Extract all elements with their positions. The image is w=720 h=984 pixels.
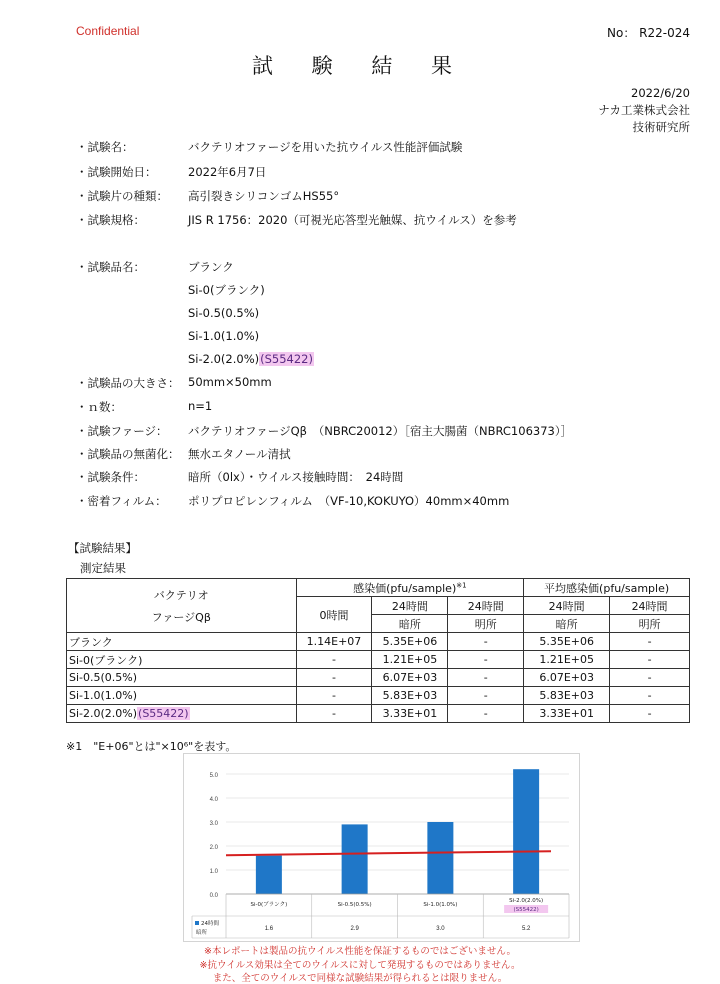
info-label: ・試験ファージ： [76,424,168,438]
table-footnote: ※1 "E+06"とは"×10⁶"を表す。 [66,740,237,753]
info-value: バクテリオファージQβ （NBRC20012）［宿主大腸菌（NBRC106373）］ [188,424,573,438]
info-value: ポリプロピレンフィルム （VF-10,KOKUYO）40mm×40mm [188,494,510,508]
cell-avg-light: - [610,633,690,651]
cell-dark: 5.35E+06 [372,633,448,651]
cell-dark: 6.07E+03 [372,669,448,687]
cell-0h: - [296,687,372,705]
info-label: ・試験名： [76,140,134,154]
header-light: 明所 [610,615,690,633]
y-tick-label: 3.0 [209,821,218,827]
sample-item-highlighted [188,352,314,366]
disclaimer-line-2: ※抗ウイルス効果は全てのウイルスに対して発現するものではありません。 [199,960,521,971]
sample-item: ブランク [188,260,234,274]
sample-item: Si-0(ブランク) [188,283,265,297]
info-value: 暗所（0lx）・ウイルス接触時間： 24時間 [188,470,404,484]
row-name: Si-0.5(0.5%) [67,669,297,687]
header-24h: 24時間 [524,597,610,615]
chart-container [183,753,580,942]
row-name [67,705,297,723]
disclaimer-line-1: ※本レポートは製品の抗ウイルス性能を保証するものではございません。 [204,946,516,957]
cell-avg-dark: 5.35E+06 [524,633,610,651]
data-label: 3.0 [436,926,445,932]
results-subtitle: 測定結果 [80,561,126,575]
bar [427,822,453,894]
header-infect-note: ※1 [456,580,467,589]
info-start-date [76,164,267,180]
reference-line [226,851,551,855]
row-name: ブランク [67,633,297,651]
x-category-label: Si-1.0(1.0%) [423,902,458,908]
y-tick-label: 4.0 [209,797,218,803]
bar [342,824,368,894]
header-phage-line1: バクテリオ [153,588,209,602]
info-label: ・試験開始日： [76,165,157,179]
data-label: 2.9 [350,926,359,932]
x-category-label: Si-2.0(2.0%) [509,898,544,904]
info-label: ・ｎ数： [76,400,122,414]
legend-label: 暗所 [196,930,208,936]
data-label: 1.6 [264,926,274,932]
info-label: ・試験条件： [76,470,145,484]
cell-0h: - [296,651,372,669]
info-label: ・試験片の種類： [76,189,168,203]
cell-light: - [448,669,524,687]
info-value: n=1 [188,399,213,413]
info-value: 2022年6月7日 [188,165,267,179]
y-tick-label: 0.0 [209,893,218,899]
y-tick-label: 2.0 [209,845,218,851]
header-light: 明所 [448,615,524,633]
cell-avg-dark: 3.33E+01 [524,705,610,723]
info-value: 無水エタノール清拭 [188,447,291,461]
y-tick-label: 5.0 [209,773,218,779]
row-name: Si-1.0(1.0%) [67,687,297,705]
header-phage [67,579,297,633]
info-film [76,493,510,509]
info-label: ・試験品の大きさ： [76,376,180,390]
cell-avg-light: - [610,669,690,687]
info-test-name [76,139,463,155]
header-infect [296,579,524,597]
x-category-label: Si-0(ブランク) [250,902,288,908]
cell-0h: - [296,705,372,723]
y-tick-label: 1.0 [209,869,218,875]
info-value: JIS R 1756：2020（可視光応答型光触媒、抗ウイルス）を参考 [188,213,517,227]
company-name: ナカ工業株式会社 [598,103,690,117]
sample-code-highlight: (S55422) [260,352,313,366]
confidential-label: Confidential [76,24,140,38]
sample-item-name: Si-2.0(2.0%) [188,352,260,366]
header-infect-label: 感染価(pfu/sample) [353,581,457,595]
page-title: 試 験 結 果 [251,54,469,78]
info-sterilization [76,446,291,462]
info-label: ・試験品の無菌化： [76,447,180,461]
department-name: 技術研究所 [632,120,690,134]
info-conditions [76,469,404,485]
info-value: 50mm×50mm [188,375,272,389]
cell-dark: 5.83E+03 [372,687,448,705]
table-row [67,651,690,669]
cell-avg-light: - [610,651,690,669]
table-row [67,669,690,687]
cell-avg-dark: 6.07E+03 [524,669,610,687]
info-sample-label: ・試験品名： [76,260,145,274]
bar [513,769,539,894]
info-specimen-type [76,188,340,204]
row-code-highlight: (S55422) [138,707,189,720]
document-number: No： R22-024 [607,26,690,40]
info-value: バクテリオファージを用いた抗ウイルス性能評価試験 [188,140,463,154]
cell-avg-dark: 1.21E+05 [524,651,610,669]
sample-item: Si-1.0(1.0%) [188,329,260,343]
legend-swatch [195,921,199,925]
table-row [67,633,690,651]
header-dark: 暗所 [372,615,448,633]
cell-0h: - [296,669,372,687]
info-label: ・密着フィルム： [76,494,167,508]
info-label: ・試験規格： [76,213,145,227]
report-date: 2022/6/20 [631,86,690,100]
cell-avg-dark: 5.83E+03 [524,687,610,705]
sample-item: Si-0.5(0.5%) [188,306,260,320]
cell-avg-light: - [610,687,690,705]
row-name-text: Si-2.0(2.0%) [69,707,138,720]
header-24h: 24時間 [610,597,690,615]
row-name: Si-0(ブランク) [67,651,297,669]
info-phage [76,423,573,439]
cell-dark: 1.21E+05 [372,651,448,669]
info-n-count [76,399,213,415]
header-0h: 0時間 [296,597,372,633]
cell-light: - [448,633,524,651]
x-category-label: Si-0.5(0.5%) [337,902,372,908]
bar [256,856,282,894]
x-category-highlight: (S55422) [513,907,539,913]
header-24h: 24時間 [448,597,524,615]
data-label: 5.2 [521,926,531,932]
cell-avg-light: - [610,705,690,723]
header-phage-line2: ファージQβ [151,610,211,624]
header-avg: 平均感染価(pfu/sample) [524,579,690,597]
header-dark: 暗所 [524,615,610,633]
legend-label: 24時間 [201,921,219,927]
info-value: 高引裂きシリコンゴムHS55° [188,189,340,203]
table-row [67,687,690,705]
cell-light: - [448,705,524,723]
bar-chart [184,754,579,941]
cell-0h: 1.14E+07 [296,633,372,651]
results-section-title: 【試験結果】 [68,541,137,555]
cell-light: - [448,687,524,705]
cell-light: - [448,651,524,669]
results-table [66,578,690,723]
cell-dark: 3.33E+01 [372,705,448,723]
disclaimer-line-3: また、全てのウイルスで同様な試験結果が得られるとは限りません。 [212,973,508,984]
table-row [67,705,690,723]
info-size [76,375,272,391]
info-standard [76,212,517,228]
header-24h: 24時間 [372,597,448,615]
